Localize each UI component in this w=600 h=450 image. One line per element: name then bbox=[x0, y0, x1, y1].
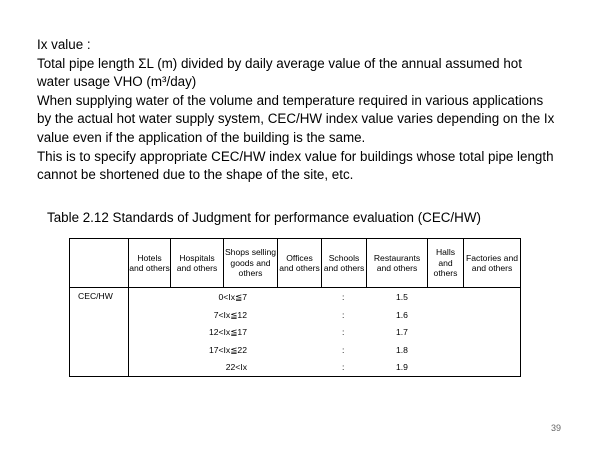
value-row bbox=[129, 341, 520, 359]
separator: : bbox=[342, 362, 345, 373]
text-line: water usage VHO (m³/day) bbox=[37, 74, 197, 90]
text-line: value even if the application of the building is the same. bbox=[37, 129, 366, 145]
value-row bbox=[129, 323, 520, 341]
index-value: 1.5 bbox=[396, 292, 408, 302]
index-value: 1.8 bbox=[396, 344, 408, 355]
header-hospitals: Hospitals and others bbox=[171, 239, 224, 288]
header-factories: Factories and and others bbox=[464, 239, 521, 288]
table-caption: Table 2.12 Standards of Judgment for performance evaluation (CEC/HW) bbox=[47, 210, 481, 225]
ix-range: 7<Ix≦12 bbox=[213, 309, 247, 320]
separator: : bbox=[342, 292, 345, 302]
header-offices: Offices and others bbox=[278, 239, 322, 288]
header-corner bbox=[70, 239, 129, 288]
table-header-row bbox=[70, 239, 521, 288]
text-line: Total pipe length ΣL (m) divided by daily average value of the annual assumed hot bbox=[37, 55, 522, 71]
header-restaurants: Restaurants and others bbox=[367, 239, 428, 288]
value-row bbox=[129, 358, 520, 376]
text-line: Ix value : bbox=[37, 37, 91, 52]
table-row bbox=[70, 288, 521, 377]
header-shops: Shops selling goods and others bbox=[224, 239, 278, 288]
header-hotels: Hotels and others bbox=[129, 239, 171, 288]
ix-range: 12<Ix≦17 bbox=[208, 327, 247, 338]
text-line: This is to specify appropriate CEC/HW index value for buildings whose total pipe length bbox=[37, 148, 554, 164]
index-value: 1.7 bbox=[396, 327, 408, 338]
ix-range: 0<Ix≦7 bbox=[218, 292, 247, 302]
row-label: CEC/HW bbox=[70, 288, 129, 377]
description-paragraph bbox=[37, 36, 587, 185]
value-row bbox=[129, 306, 520, 324]
standards-table bbox=[69, 238, 521, 377]
separator: : bbox=[342, 309, 345, 320]
text-line: by the actual hot water supply system, CEC/HW index value varies depending on the Ix bbox=[37, 111, 555, 127]
separator: : bbox=[342, 344, 345, 355]
value-row bbox=[129, 288, 520, 306]
index-value: 1.9 bbox=[396, 362, 408, 373]
header-schools: Schools and others bbox=[322, 239, 367, 288]
values-cell bbox=[129, 288, 521, 377]
ix-range: 22<Ix bbox=[225, 362, 247, 373]
index-value: 1.6 bbox=[396, 309, 408, 320]
ix-range: 17<Ix≦22 bbox=[208, 344, 247, 355]
text-line: When supplying water of the volume and temperature required in various applications bbox=[37, 92, 544, 108]
header-halls: Halls and others bbox=[428, 239, 464, 288]
separator: : bbox=[342, 327, 345, 338]
text-line: cannot be shortened due to the shape of the site, etc. bbox=[37, 167, 354, 183]
page-number: 39 bbox=[551, 423, 562, 433]
